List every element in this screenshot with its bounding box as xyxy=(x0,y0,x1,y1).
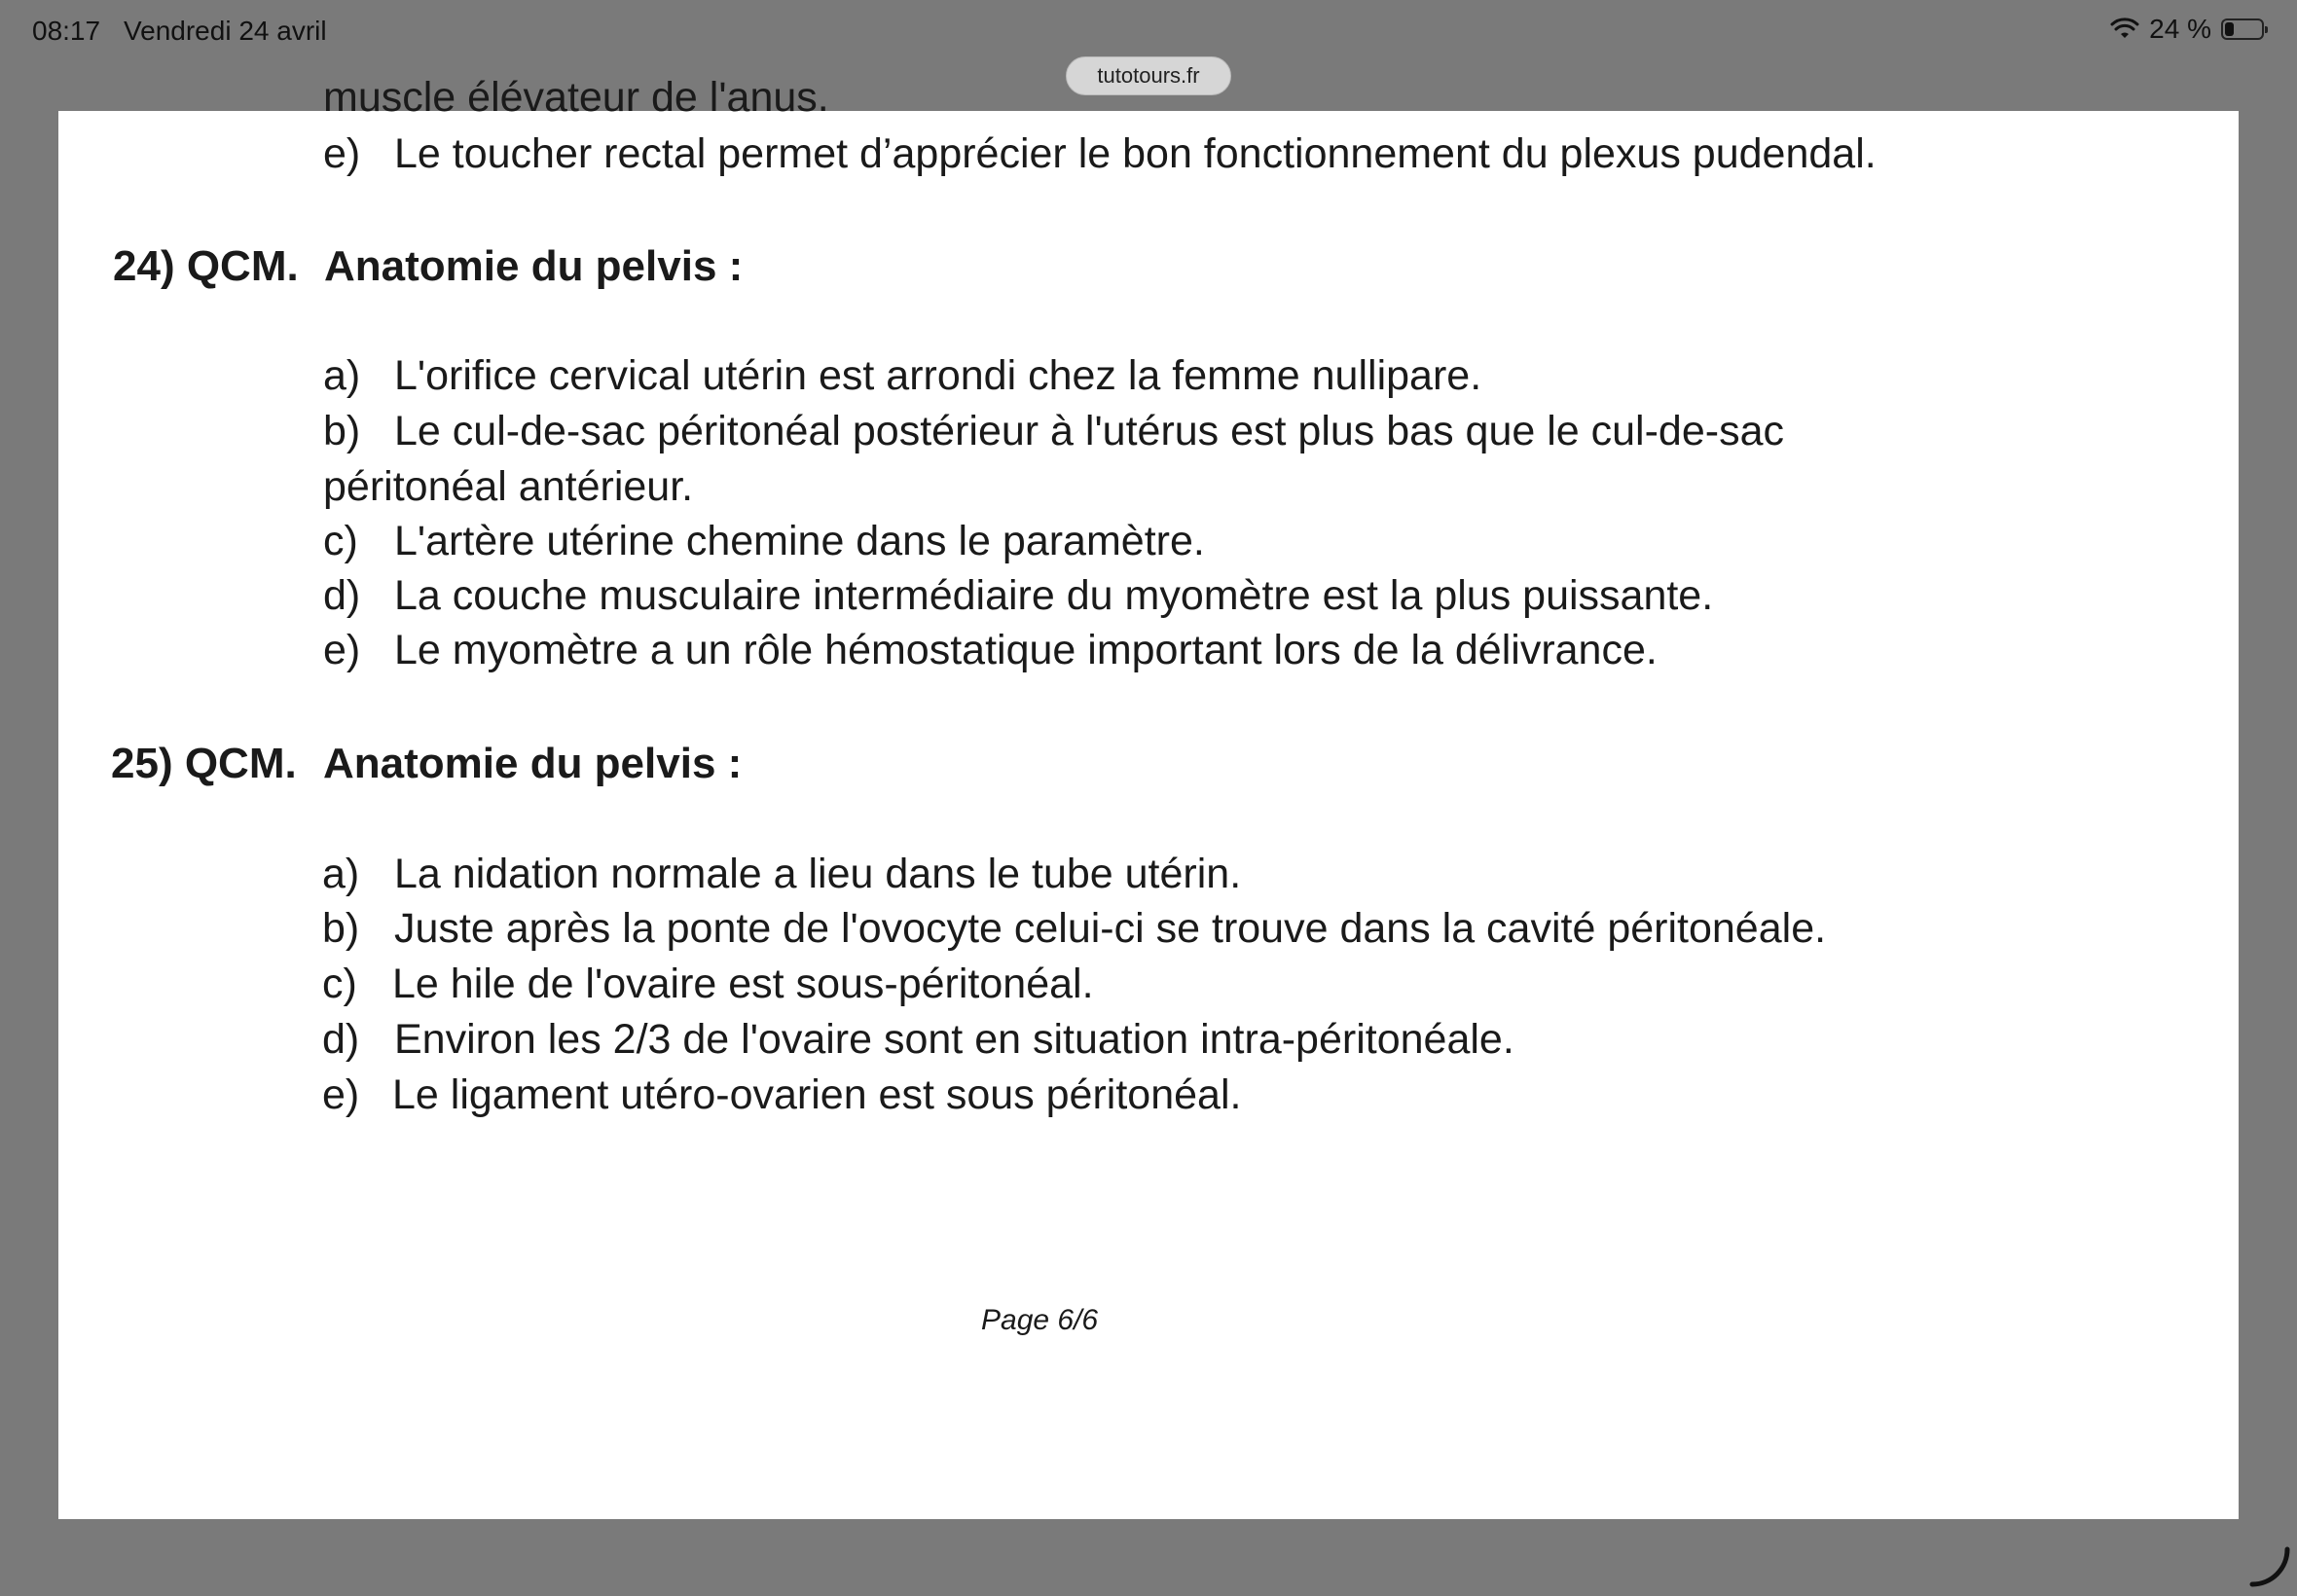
q25-option-d-letter: d) xyxy=(322,1016,360,1063)
q25-option-b-letter: b) xyxy=(322,905,360,952)
q24-option-c-letter: c) xyxy=(323,518,358,564)
q25-option-c-letter: c) xyxy=(322,961,357,1007)
q24-option-b-continuation: péritonéal antérieur. xyxy=(323,463,694,510)
battery-icon xyxy=(2221,18,2264,40)
question-24-number: 24) QCM. xyxy=(113,242,299,290)
battery-percentage: 24 % xyxy=(2149,14,2211,44)
q24-option-a-text: L'orifice cervical utérin est arrondi chez la femme nullipare. xyxy=(394,352,1482,399)
cut-off-line: muscle élévateur de l'anus. xyxy=(323,74,829,121)
q24-option-a-letter: a) xyxy=(323,352,361,399)
status-bar xyxy=(0,0,2297,58)
q25-option-b-text: Juste après la ponte de l'ovocyte celui-ci se trouve dans la cavité péritonéale. xyxy=(394,905,1827,952)
status-date: Vendredi 24 avril xyxy=(124,16,327,46)
q24-option-d-letter: d) xyxy=(323,572,361,619)
q25-option-c-text: Le hile de l'ovaire est sous-péritonéal. xyxy=(392,961,1094,1007)
q24-option-c-text: L'artère utérine chemine dans le paramètre. xyxy=(394,518,1205,564)
status-indicators xyxy=(2110,14,2264,45)
q25-option-e-text: Le ligament utéro-ovarien est sous péritonéal. xyxy=(392,1071,1242,1118)
battery-fill xyxy=(2225,22,2234,36)
prev-option-e-text: Le toucher rectal permet d’apprécier le bon fonctionnement du plexus pudendal. xyxy=(394,130,1877,177)
q24-option-b-letter: b) xyxy=(323,408,361,454)
url-pill[interactable] xyxy=(1066,56,1231,95)
q24-option-b-text: Le cul-de-sac péritonéal postérieur à l'utérus est plus bas que le cul-de-sac xyxy=(394,408,1784,454)
q24-option-d-text: La couche musculaire intermédiaire du myomètre est la plus puissante. xyxy=(394,572,1714,619)
page-footer: Page 6/6 xyxy=(981,1304,1099,1336)
question-25-title: Anatomie du pelvis : xyxy=(323,740,743,787)
q25-option-d-text: Environ les 2/3 de l'ovaire sont en situation intra-péritonéale. xyxy=(394,1016,1514,1063)
q25-option-a-letter: a) xyxy=(322,851,360,897)
q24-option-e-letter: e) xyxy=(323,627,361,673)
prev-option-e-letter: e) xyxy=(323,130,361,177)
q24-option-e-text: Le myomètre a un rôle hémostatique important lors de la délivrance. xyxy=(394,627,1658,673)
status-time: 08:17 xyxy=(32,16,101,46)
q25-option-e-letter: e) xyxy=(322,1071,360,1118)
q25-option-a-text: La nidation normale a lieu dans le tube utérin. xyxy=(394,851,1242,897)
url-text: tutotours.fr xyxy=(1097,63,1200,88)
question-25-number: 25) QCM. xyxy=(111,740,297,787)
question-24-title: Anatomie du pelvis : xyxy=(324,242,744,290)
wifi-icon xyxy=(2110,18,2139,41)
resize-handle-icon[interactable] xyxy=(2244,1542,2291,1588)
